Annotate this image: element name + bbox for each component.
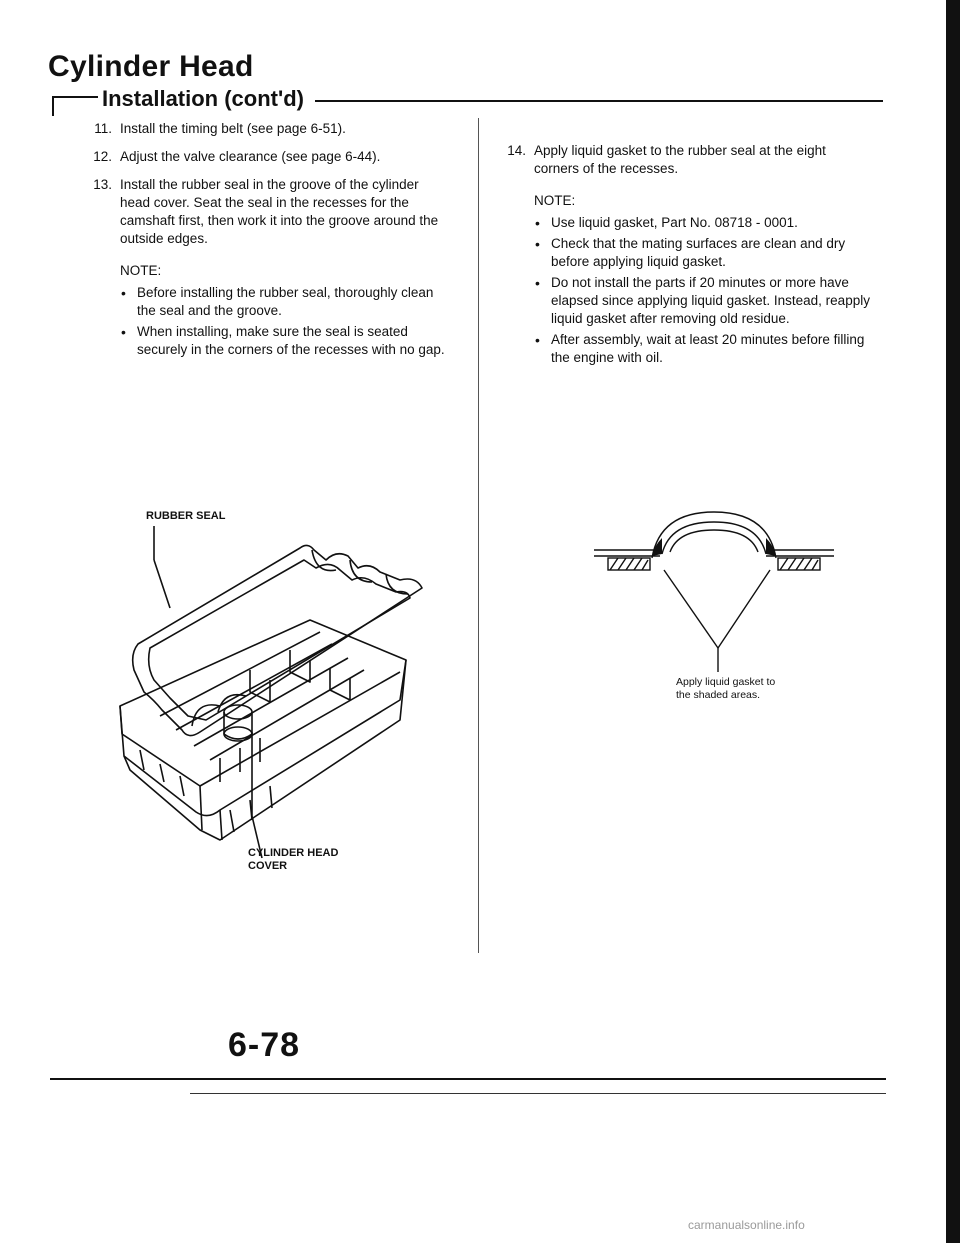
note-item: • When installing, make sure the seal is seated securely in the corners of the recesses with no gap. [120,323,452,359]
note-item: • Check that the mating surfaces are clean and dry before applying liquid gasket. [534,235,874,271]
step-text: Install the rubber seal in the groove of the cylinder head cover. Seat the seal in the recesses for the camshaft first, then work it into the groove around the outside edges. [120,177,439,246]
gasket-caption-line2: the shaded areas. [676,689,761,701]
left-column [84,120,452,362]
section-bracket [52,96,98,116]
step-11: 11. Install the timing belt (see page 6-51). [94,121,346,136]
note-label: NOTE: [534,193,576,208]
cover-label-line2: COVER [248,860,288,872]
step-13: 13. Install the rubber seal in the groove of the cylinder head cover. Seat the seal in the recesses for the camshaft first, then work it into the groove around the outside edges. [93,177,439,246]
column-divider [478,118,479,953]
step-text: Apply liquid gasket to the rubber seal at the eight corners of the recesses. [534,143,826,176]
section-subtitle: Installation (cont'd) [102,86,304,111]
cylinder-head-cover-illustration [100,520,440,880]
step-12: 12. Adjust the valve clearance (see page 6-44). [93,149,381,164]
header-rule [315,100,883,102]
footer-rule-secondary [190,1093,886,1094]
rubber-seal-label: RUBBER SEAL [146,510,226,522]
note-label: NOTE: [120,263,162,278]
note-item: • Before installing the rubber seal, thoroughly clean the seal and the groove. [120,284,452,320]
gasket-caption-line1: Apply liquid gasket to [676,676,776,688]
note-list [120,284,452,359]
note-item: • After assembly, wait at least 20 minutes before filling the engine with oil. [534,331,874,367]
note-item: • Do not install the parts if 20 minutes or more have elapsed since applying liquid gasket. Instead, reapply liquid gasket after removing old residue. [534,274,874,328]
page-edge-shadow [946,0,960,1243]
footer-rule [50,1078,886,1080]
page-number: 6-78 [228,1026,301,1064]
note-list [534,214,874,367]
cover-label-line1: CYLINDER HEAD [248,847,339,859]
note-item: • Use liquid gasket, Part No. 08718 - 0001. [534,214,874,232]
watermark: carmanualsonline.info [688,1218,805,1232]
step-text: Install the timing belt (see page 6-51). [120,121,346,136]
step-text: Adjust the valve clearance (see page 6-44). [120,149,381,164]
gasket-application-diagram [590,498,840,678]
step-14: 14. Apply liquid gasket to the rubber seal at the eight corners of the recesses. [507,143,826,176]
page-title: Cylinder Head [48,50,254,83]
right-column [498,142,874,370]
